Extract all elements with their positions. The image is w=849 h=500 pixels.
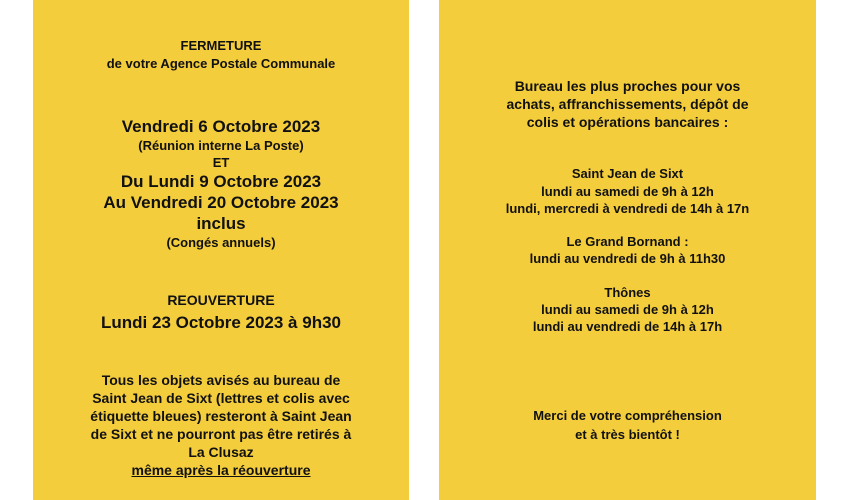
office-name-saint-jean-de-sixt: Saint Jean de Sixt: [571, 166, 684, 181]
notice-line: étiquette bleues) resteront à Saint Jean: [90, 408, 352, 424]
office-name-le-grand-bornand: Le Grand Bornand :: [566, 234, 689, 249]
closure-subheading: de votre Agence Postale Communale: [106, 56, 336, 71]
closure-date-single: Vendredi 6 Octobre 2023: [121, 117, 321, 136]
nearby-offices-panel: [439, 0, 816, 500]
closure-connector: ET: [212, 155, 230, 170]
notice-line: Tous les objets avisés au bureau de: [101, 372, 341, 388]
closure-range-end: Au Vendredi 20 Octobre 2023: [103, 193, 339, 212]
closure-range-note: (Congés annuels): [166, 235, 276, 250]
office-name-thones: Thônes: [604, 285, 651, 300]
closing-line: Merci de votre compréhension: [533, 408, 722, 423]
notice-line: La Clusaz: [188, 444, 254, 460]
closure-date-note: (Réunion interne La Poste): [138, 138, 304, 153]
closure-heading: FERMETURE: [180, 38, 262, 53]
office-hours: lundi, mercredi à vendredi de 14h à 17n: [505, 201, 750, 216]
reopening-heading: REOUVERTURE: [167, 292, 275, 308]
notice-emphasis-text: même après la réouverture: [131, 462, 311, 478]
notice-line: Saint Jean de Sixt (lettres et colis avec: [92, 390, 350, 406]
office-hours: lundi au vendredi de 14h à 17h: [532, 319, 723, 334]
closure-notice-panel: [33, 0, 409, 500]
closing-line: et à très bientôt !: [575, 427, 680, 442]
office-hours: lundi au vendredi de 9h à 11h30: [529, 251, 726, 266]
intro-line: colis et opérations bancaires :: [526, 114, 729, 130]
reopening-date: Lundi 23 Octobre 2023 à 9h30: [101, 313, 341, 332]
closure-inclusive: inclus: [196, 214, 246, 233]
office-hours: lundi au samedi de 9h à 12h: [541, 184, 714, 199]
intro-line: achats, affranchissements, dépôt de: [506, 96, 749, 112]
notice-emphasis: [33, 462, 409, 478]
intro-line: Bureau les plus proches pour vos: [514, 78, 741, 94]
office-hours: lundi au samedi de 9h à 12h: [541, 302, 714, 317]
closure-range-start: Du Lundi 9 Octobre 2023: [120, 172, 322, 191]
notice-line: de Sixt et ne pourront pas être retirés à: [90, 426, 352, 442]
